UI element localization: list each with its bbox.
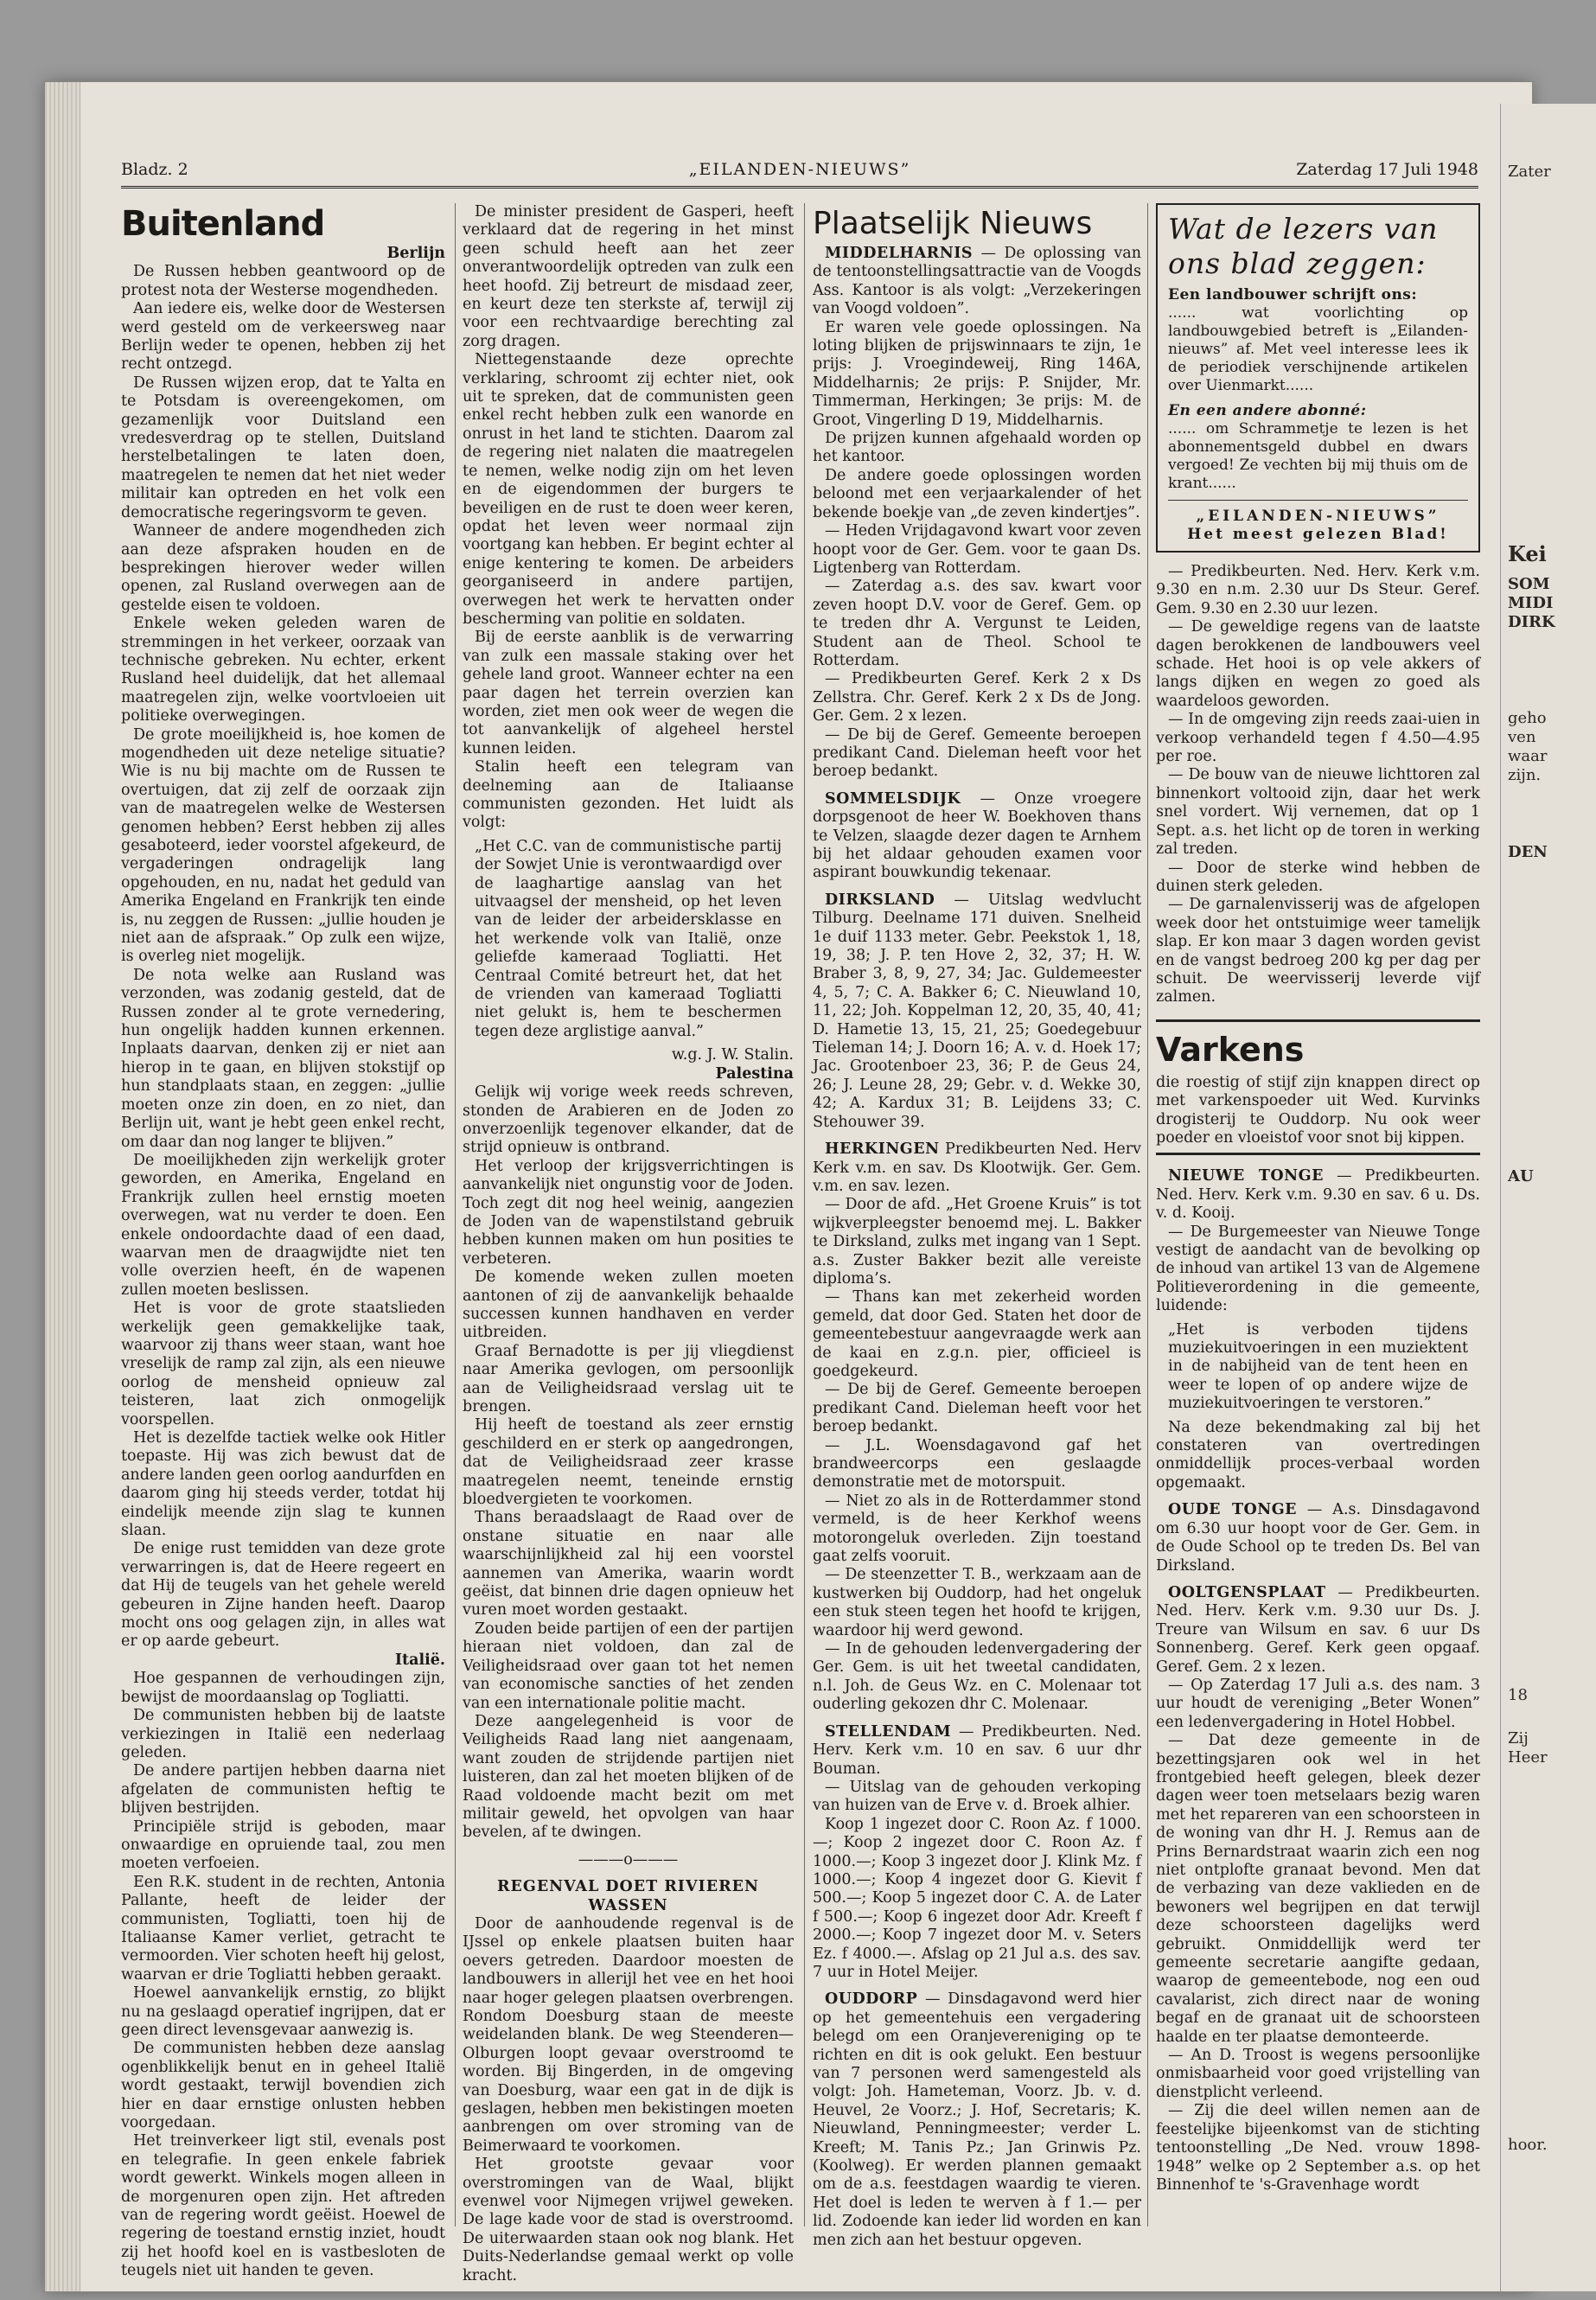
- article-paragraph: — Thans kan met zekerheid worden gemeld, dat door Ged. Staten het door de gemeentebestuur aangevraagde werk aan de kaai en z.g.n. pier, officieel is goedgekeurd.: [813, 1288, 1141, 1380]
- article-paragraph: De komende weken zullen moeten aantonen of zij de aanvankelijk behaalde successen kunnen handhaven en verder uitbreiden.: [463, 1268, 794, 1342]
- quote-heading: Een landbouwer schrijft ons:: [1168, 286, 1418, 303]
- article-paragraph: Hoewel aanvankelijk ernstig, zo blijkt nu na geslaagd operatief ingrijpen, dat er geen direct levensgevaar aanwezig is.: [121, 1984, 445, 2039]
- article-paragraph: Gelijk wij vorige week reeds schreven, stonden de Arabieren en de Joden zo onverzoenlijk tegenover elkander, dat de strijd opnieuw is ontbrand.: [463, 1083, 794, 1157]
- place-name: STELLENDAM: [825, 1722, 952, 1741]
- local-news-item: OUDE TONGE — A.s. Dinsdagavond om 6.30 uur hoopt voor de Ger. Gem. in de Oude School op te treden Ds. Bel van Dirksland.: [1156, 1501, 1480, 1575]
- article-paragraph: — De bouw van de nieuwe lichttoren zal binnenkort voltooid zijn, daar het werk snel vordert. Wij vernemen, dat op 1 Sept. a.s. het licht op de toren in werking zal treden.: [1156, 766, 1480, 859]
- reader-quote: ...... wat voorlichting op landbouwgebied betreft is „Eilanden-nieuws” af. Met veel interesse lees ik de periodiek verschijnende artikelen over Uienmarkt......: [1168, 304, 1468, 394]
- column-local-continued: [1156, 203, 1480, 2227]
- local-news-item: DIRKSLAND — Uitslag wedvlucht Tilburg. Deelname 171 duiven. Snelheid 1e duif 1133 meter. Gebr. Peekstok 1, 18, 19, 38; J. P. ten Hove 2, 32, 37; H. W. Braber 3, 8, 9, 27, 34; Jac. Guldemeester 4, 5, 7; C. A. Bakker 6; C. Nieuwland 10, 11, 22; Joh. Koppelman 12, 20, 35, 40, 41; D. Hametie 13, 15, 21, 25; Goedegebuur Tieleman 14; J. Doorn 16; A. v. d. Hoek 17; Jac. Grootenboer 23, 36; P. de Geus 24, 26; J. Leune 28, 29; Gebr. v. d. Wekke 30, 42; A. Kardux 31; B. Leijdens 33; C. Stehouwer 39.: [813, 891, 1141, 1131]
- page-header: [121, 160, 1478, 188]
- section-title-buitenland: Buitenland: [121, 204, 325, 244]
- article-paragraph: Koop 1 ingezet door C. Roon Az. f 1000.—; Koop 2 ingezet door C. Roon Az. f 1000.—; Koop 3 ingezet door J. Klink Mz. f 1000.—; Koop 4 ingezet door G. Kievit f 500.—; Koop 5 ingezet door C. A. de Later f 500.—; Koop 6 ingezet door Adr. Kreeft f 2000.—; Koop 7 ingezet door M. v. Seters Ez. f 4000.—. Afslag op 21 Jul a.s. des sav. 7 uur in Hotel Meijer.: [813, 1815, 1141, 1981]
- ad-headline: Varkens: [1156, 1030, 1305, 1069]
- article-paragraph: Het is voor de grote staatslieden werkelijk geen gemakkelijke taak, waarvoor zij thans weer staan, want hoe vreselijk de ramp zal zijn, als een nieuwe oorlog de mensheid opnieuw zal teisteren, laat zich onmogelijk voorspellen.: [121, 1300, 445, 1428]
- page-number: Bladz. 2: [121, 160, 188, 179]
- issue-date: Zaterdag 17 Juli 1948: [1296, 160, 1478, 179]
- article-paragraph: Door de aanhoudende regenval is de IJssel op enkele plaatsen buiten haar oevers getreden. Daardoor moesten de landbouwers in allerijl het vee en het hooi naar hoger gelegen plaatsen overbrengen. Rondom Doesburg staan de meeste weidelanden blank. De weg Steenderen—Olburgen loopt gevaar overstroomd te worden. Bij Bingerden, in de omgeving van Doesburg, waar een gat in de dijk is geslagen, hebben men bekistingen moeten aanbrengen om over stroming van de Beimerwaard te voorkomen.: [463, 1914, 794, 2155]
- article-paragraph: — Predikbeurten Geref. Kerk 2 x Ds Zellstra. Chr. Geref. Kerk 2 x Ds de Jong. Ger. Gem. 2 x lezen.: [813, 670, 1141, 725]
- adjacent-fragment: geho: [1508, 709, 1547, 727]
- adjacent-fragment: MIDI: [1508, 594, 1554, 612]
- adjacent-header: Zater: [1508, 163, 1551, 181]
- place-name: DIRKSLAND: [825, 891, 935, 909]
- article-paragraph: — In de omgeving zijn reeds zaai-uien in verkoop verhandeld tegen f 4.50—4.95 per roe.: [1156, 711, 1480, 766]
- article-paragraph: — J.L. Woensdagavond gaf het brandweercorps een geslaagde demonstratie met de motorspuit.: [813, 1436, 1141, 1492]
- article-paragraph: De Russen hebben geantwoord op de protest nota der Westerse mogendheden.: [121, 263, 445, 299]
- ad-body: die roestig of stijf zijn knappen direct op met varkenspoeder uit Wed. Kurvinks drogisterij te Ouddorp. Nu ook weer poeder en vloeistof voor snot bij kippen.: [1156, 1073, 1480, 1147]
- signature-line: w.g. J. W. Stalin.: [671, 1046, 794, 1064]
- box-title: ons blad zeggen:: [1168, 246, 1427, 280]
- reader-quote: ...... om Schrammetje te lezen is het abonnementsgeld dubbel en dwars vergoed! Ze vechten bij mij thuis om de krant......: [1168, 420, 1468, 492]
- article-paragraph: — Dat deze gemeente in de bezettingsjaren ook wel in het frontgebied heeft gelegen, bleek dezer dagen weer toen metselaars bezig waren met het repareren van een schoorsteen in de woning van dhr H. J. Remus aan de Prins Bernardstraat waarin zich een nog niet ontplofte granaat bevond. Men dat de verbazing van deze vaklieden en de bewoners wel begrijpen en dat terwijl deze schoorsteen dagelijks werd gebruikt. Onmiddellijk werd ter gemeente secretarie aangifte gedaan, waarop de gemeentebode, nog een oud cavalarist, zich direct naar de woning begaf en de granaat uit de schoorsteen haalde en ter plaatse demonteerde.: [1156, 1732, 1480, 2046]
- article-paragraph: Hoe gespannen de verhoudingen zijn, bewijst de moordaanslag op Togliatti.: [121, 1670, 445, 1706]
- column-divider: [1147, 203, 1148, 2227]
- column-divider: [455, 203, 456, 2227]
- article-paragraph: — Zij die deel willen nemen aan de feestelijke bijeenkomst van de stichting tentoonstelling „De Ned. vrouw 1898-1948” welke op 2 September a.s. op het Binnenhof te 's-Gravenhage wordt: [1156, 2102, 1480, 2194]
- adjacent-fragment: zijn.: [1508, 766, 1542, 784]
- local-news-item: STELLENDAM — Predikbeurten. Ned. Herv. Kerk v.m. 10 en sav. 6 uur dhr Bouman.: [813, 1722, 1141, 1778]
- column-buitenland: [121, 203, 445, 2280]
- subheading-regenval: REGENVAL DOET RIVIEREN WASSEN: [497, 1878, 759, 1914]
- article-paragraph: De andere goede oplossingen worden beloond met een verjaarkalender of het bekende boekje van „de zeven kindertjes”.: [813, 466, 1141, 521]
- column-foreign-continued: [463, 203, 794, 2284]
- column-plaatselijk-nieuws: [813, 203, 1141, 2249]
- article-paragraph: Zouden beide partijen of een der partijen hieraan niet voldoen, dan zal de Veiligheidsraad over gaan tot het nemen van economische sancties of het zenden van een internationale politie macht.: [463, 1620, 794, 1712]
- page-edge-strip: [45, 82, 80, 2291]
- quote-heading: En een andere abonné:: [1168, 402, 1367, 419]
- article-paragraph: De Russen wijzen erop, dat te Yalta en te Potsdam is overeengekomen, om gezamenlijk voor Duitsland een vredesverdrag op te stellen, Duitsland herstelbetalingen te laten doen, maatregelen te nemen dat het niet weder militair kan optreden en het volk een democratische regeringsvorm te geven.: [121, 374, 445, 521]
- article-paragraph: — De bij de Geref. Gemeente beroepen predikant Cand. Dieleman heeft voor het beroep bedankt.: [813, 725, 1141, 781]
- section-title-plaatselijk: Plaatselijk Nieuws: [813, 206, 1093, 241]
- article-paragraph: De minister president de Gasperi, heeft verklaard dat de regering in het minst geen schuld heeft aan het zeer onverantwoordelijk optreden van zulk een heet hoofd. Zij betreurt de misdaad zeer, en keurt deze ten sterkste af, terwijl zij voor een rechtvaardige berechting zal zorg dragen.: [463, 203, 794, 350]
- adjacent-fragment: ven: [1508, 728, 1536, 746]
- ordinance-quote: „Het is verboden tijdens muziekuitvoeringen in een muziektent in de nabijheid van de tent heen en weer te lopen of op andere wijze de muziekuitvoeringen te verstoren.”: [1168, 1320, 1468, 1413]
- article-paragraph: Aan iedere eis, welke door de Westersen werd gesteld om de verkeersweg naar Berlijn weder te openen, hebben zij het recht ontzegd.: [121, 300, 445, 374]
- article-paragraph: De moeilijkheden zijn werkelijk groter geworden, en Amerika, Engeland en Frankrijk zullen heel ernstig moeten overwegen, wat nu verder te doen. Een enkele ondoordachte daad of een daad, waarvan men de draagwijdte niet ten volle overzien heeft, én de wapenen zullen moeten beslissen.: [121, 1151, 445, 1299]
- column-divider: [804, 203, 805, 2227]
- adjacent-fragment: AU: [1508, 1167, 1534, 1185]
- reader-quotes-box: [1156, 203, 1480, 553]
- place-name: OUDDORP: [825, 1990, 918, 2009]
- article-paragraph: De grote moeilijkheid is, hoe komen de mogendheden uit deze netelige situatie? Wie is nu bij machte om de Russen te overtuigen, dat zij zelf de oorzaak zijn van de maatregelen welke de Westersen genomen hebben? Eerst hebben zij alles gesaboteerd, ieder voorstel afgekeurd, de vergaderingen ondragelijk lang opgehouden, en nu, nadat het geduld van Amerika Engeland en Frankrijk ten einde is, nu zeggen de Russen: „jullie houden je niet aan de afspraak.” Op zulk een wijze, is overleg niet mogelijk.: [121, 725, 445, 966]
- article-paragraph: Een R.K. student in de rechten, Antonia Pallante, heeft de leider der communisten, Togliatti, toen hij de Italiaanse Kamer verliet, getracht te vermoorden. Vier schoten heeft hij gelost, waarvan er drie Togliatti hebben geraakt.: [121, 1873, 445, 1984]
- article-paragraph: — Uitslag van de gehouden verkoping van huizen van de Erve v. d. Broek alhier.: [813, 1778, 1141, 1815]
- adjacent-page-fragment: [1500, 104, 1596, 2291]
- local-news-item: HERKINGEN Predikbeurten Ned. Herv Kerk v.m. en sav. Ds Klootwijk. Ger. Gem. v.m. en sav. lezen.: [813, 1140, 1141, 1195]
- article-paragraph: Graaf Bernadotte is per jij vliegdienst naar Amerika gevlogen, om persoonlijk aan de Veiligheidsraad verslag uit te brengen.: [463, 1342, 794, 1415]
- article-paragraph: — De Burgemeester van Nieuwe Tonge vestigt de aandacht van de bevolking op de inhoud van artikel 13 van de Algemene Politieverordening in die gemeente, luidende:: [1156, 1223, 1481, 1315]
- place-name: HERKINGEN: [825, 1140, 940, 1159]
- article-paragraph: Deze aangelegenheid is voor de Veiligheids Raad lang niet aangenaam, want zouden de strijdende partijen niet luisteren, dan zal het moeten blijken of de Raad voldoende macht bezit om met militair geweld, het opvolgen van haar bevelen, af te dwingen.: [463, 1712, 794, 1842]
- place-name: NIEUWE TONGE: [1168, 1167, 1324, 1185]
- article-paragraph: Wanneer de andere mogendheden zich aan deze afspraken houden en de besprekingen hierover weder willen openen, zal Rusland overwegen aan de gestelde eisen te voldoen.: [121, 522, 445, 614]
- article-paragraph: — De garnalenvisserij was de afgelopen week door het ontstuimige weer tamelijk slap. Er kon maar 3 dagen worden gevist en de vangst bedroeg 200 kg per dag per schuit. De weervisserij leverde vijf zalmen.: [1156, 896, 1480, 1006]
- article-paragraph: De nota welke aan Rusland was verzonden, was zodanig gesteld, dat de Russen zonder al te grote vernedering, hun ongelijk hadden kunnen erkennen. Inplaats daarvan, denken zij er niet aan hierop in te gaan, en blijven stokstijf op hun standplaats staan, en zeggen: „jullie moeten onze zin doen, en zo niet, dan Berlijn uit, want je hebt geen enkel recht, om daar dan nog langer te blijven.”: [121, 966, 445, 1151]
- article-paragraph: — Predikbeurten. Ned. Herv. Kerk v.m. 9.30 en n.m. 2.30 uur Ds Steur. Geref. Gem. 9.30 en 2.30 uur lezen.: [1156, 563, 1480, 617]
- dateline-palestina: Palestina: [715, 1064, 794, 1083]
- adjacent-fragment: DEN: [1508, 843, 1548, 861]
- local-news-item: OUDDORP — Dinsdagavond werd hier op het gemeentehuis een vergadering belegd om een Oranjevereniging op te richten en dit is ook gelukt. Een bestuur van 7 personen werd samengesteld als volgt: Joh. Hameteman, Voorz. Jb. v. d. Heuvel, 2e Voorz.; J. Hof, Secretaris; K. Nieuwland, Penningmeester; verder L. Kreeft; M. Tanis Pz.; Jan Grinwis Pz. (Koolweg). Er werden plannen gemaakt om de a.s. feestdagen waardig te vieren. Het doel is leden te werven à f 1.— per lid. Zodoende kan ieder lid worden en kan men zich aan het bestuur opgeven.: [813, 1990, 1141, 2249]
- article-paragraph: — Zaterdag a.s. des sav. kwart voor zeven hoopt D.V. voor de Geref. Gem. op te treden dhr A. Vergunst te Leiden, Student aan de Theol. School te Rotterdam.: [813, 578, 1141, 669]
- article-paragraph: — Door de sterke wind hebben de duinen sterk geleden.: [1156, 859, 1480, 895]
- local-news-item: NIEUWE TONGE — Predikbeurten. Ned. Herv. Kerk v.m. 9.30 en sav. 6 u. Ds. v. d. Kooij.: [1156, 1167, 1480, 1223]
- box-title: Wat de lezers van: [1168, 212, 1439, 246]
- adjacent-fragment: waar: [1508, 747, 1548, 765]
- place-name: MIDDELHARNIS: [825, 245, 974, 262]
- article-paragraph: De enige rust temidden van deze grote verwarringen is, dat de Heere regeert en dat Hij de teugels van het gehele wereld gebeuren in Zijne handen heeft. Daarop mocht ons oog gelagen zijn, in alles wat er op aarde gebeurt.: [121, 1540, 445, 1651]
- article-paragraph: Het is dezelfde tactiek welke ook Hitler toepaste. Hij was zich bewust dat de andere landen geen oorlog aandurfden en daarom ging hij steeds verder, totdat hij eindelijk meende zijn slag te kunnen slaan.: [121, 1429, 445, 1540]
- article-paragraph: — De steenzetter T. B., werkzaam aan de kustwerken bij Ouddorp, had het ongeluk een stuk steen tegen het hoofd te krijgen, waardoor hij werd gewond.: [813, 1566, 1141, 1639]
- article-paragraph: — Heden Vrijdagavond kwart voor zeven hoopt voor de Ger. Gem. voor te gaan Ds. Ligtenberg van Rotterdam.: [813, 522, 1141, 577]
- article-paragraph: — An D. Troost is wegens persoonlijke onmisbaarheid voor goed vrijstelling van dienstplicht verleend.: [1156, 2047, 1480, 2101]
- article-paragraph: Stalin heeft een telegram van deelneming aan de Italiaanse communisten gezonden. Het luidt als volgt:: [463, 758, 794, 832]
- article-paragraph: — Niet zo als in de Rotterdammer stond vermeld, is de heer Kerkhof weens motorongeluk overleden. Zijn toestand gaat zelfs vooruit.: [813, 1492, 1141, 1566]
- local-news-item: SOMMELSDIJK — Onze vroegere dorpsgenoot de heer W. Boekhoven thans te Velzen, slaagde dezer dagen te Arnhem bij het aldaar gehouden examen voor aspirant bouwkundig tekenaar.: [813, 789, 1141, 882]
- article-paragraph: Bij de eerste aanblik is de verwarring van zulk een massale staking over het gehele land groot. Wanneer echter na een paar dagen het terrein overzien kan worden, ziet men ook weer de wegen die tot aanvankelijk of algeheel herstel kunnen leiden.: [463, 629, 794, 757]
- local-news-item: MIDDELHARNIS — De oplossing van de tentoonstellingsattractie van de Voogds Ass. Kantoor is als volgt: „Verzekeringen van Voogd voldoen”.: [813, 245, 1141, 318]
- article-paragraph: Niettegenstaande deze oprechte verklaring, schroomt zij echter niet, ook uit te spreken, dat de communisten geen enkel recht hebben zulk een wanorde en onrust in het land te stichten. Daarom zal de regering niet nalaten die maatregelen te nemen, welke nodig zijn om het leven en de eigendommen der burgers te beveiligen en de rust te doen weer keren, opdat het leven weer normaal zijn voortgang kan hebben. Er begint echter al enige kentering te komen. De arbeiders georganiseerd in andere partijen, overwegen het werk te hervatten onder bescherming van politie en soldaten.: [463, 351, 794, 628]
- article-paragraph: — Door de afd. „Het Groene Kruis” is tot wijkverpleegster benoemd mej. L. Bakker te Dirksland, zulks met ingang van 1 Sept. a.s. Zuster Bakker bezit alle vereiste diploma’s.: [813, 1196, 1141, 1287]
- article-paragraph: Het treinverkeer ligt stil, evenals post en telegrafie. In geen enkele fabriek wordt gewerkt. Winkels mogen alleen in de morgenuren open zijn. Het aftreden van de regering wordt geëist. Hoewel de regering de toestand ernstig inziet, houdt zij het hoofd koel en is vastbesloten de teugels niet uit handen te geven.: [121, 2132, 445, 2280]
- article-paragraph: Thans beraadslaagt de Raad over de onstane situatie en naar alle waarschijnlijkheid zal hij een voorstel aannemen van Amerika, waarin wordt geëist, dat binnen drie dagen opnieuw het vuren moet worden gestaakt.: [463, 1509, 794, 1620]
- place-name: OUDE TONGE: [1168, 1501, 1297, 1519]
- article-paragraph: Hij heeft de toestand als zeer ernstig geschilderd en er sterk op aangedrongen, dat de Veiligheidsraad zeer krasse maatregelen neemt, teneinde ernstig bloedvergieten te voorkomen.: [463, 1416, 794, 1509]
- article-paragraph: — Op Zaterdag 17 Juli a.s. des nam. 3 uur houdt de vereniging „Beter Wonen” een ledenvergadering in Hotel Hobbel.: [1156, 1676, 1480, 1731]
- article-paragraph: De communisten hebben bij de laatste verkiezingen in Italië een nederlaag geleden.: [121, 1707, 445, 1761]
- article-paragraph: Na deze bekendmaking zal bij het constateren van overtredingen onmiddellijk proces-verbaal worden opgemaakt.: [1156, 1418, 1480, 1492]
- box-separator: [1168, 500, 1468, 501]
- article-paragraph: De andere partijen hebben daarna niet afgelaten de communisten heftig te blijven bestrijden.: [121, 1762, 445, 1818]
- article-paragraph: — In de gehouden ledenvergadering der Ger. Gem. is uit het tweetal candidaten, n.l. Joh. de Geus Wz. en C. Molenaar tot ouderling gekozen dhr C. Molenaar.: [813, 1640, 1141, 1714]
- article-paragraph: Het verloop der krijgsverrichtingen is aanvankelijk niet ongunstig voor de Joden. Toch zegt dit nog heel weinig, aangezien de Joden van de wapenstilstand gebruik hebben kunnen maken om hun posities te verbeteren.: [463, 1157, 794, 1268]
- adjacent-fragment: Heer: [1508, 1748, 1548, 1767]
- local-news-item: OOLTGENSPLAAT — Predikbeurten. Ned. Herv. Kerk v.m. 9.30 uur Ds. J. Treure van Wilsum en sav. 6 uur Ds Sonnenberg. Geref. Kerk geen opgaaf. Geref. Gem. 2 x lezen.: [1156, 1583, 1480, 1676]
- section-divider: ———o———: [578, 1850, 679, 1869]
- article-paragraph: Enkele weken geleden waren de stremmingen in het verkeer, oorzaak van technische gebreken. Nu echter, erkent Rusland heel duidelijk, dat het allemaal maatregelen zijn, welke voortvloeien uit politieke overwegingen.: [121, 615, 445, 725]
- box-brand: „EILANDEN-NIEUWS”: [1196, 508, 1440, 525]
- article-paragraph: — De geweldige regens van de laatste dagen berokkenen de landbouwers veel schade. Het hooi is op vele akkers of langs dijken en wegen zo goed als waardeloos geworden.: [1156, 618, 1480, 710]
- newspaper-name: „EILANDEN-NIEUWS”: [688, 160, 911, 179]
- article-paragraph: Principiële strijd is geboden, maar onwaardige en opruiende taal, zou men moeten verfoeien.: [121, 1818, 445, 1873]
- box-slogan: Het meest gelezen Blad!: [1187, 526, 1449, 543]
- adjacent-fragment: DIRK: [1508, 613, 1555, 631]
- place-name: SOMMELSDIJK: [825, 789, 961, 808]
- varkens-advertisement: [1156, 1019, 1480, 1156]
- article-paragraph: De communisten hebben deze aanslag ogenblikkelijk benut en in geheel Italië wordt gestaakt, terwijl bovendien zich hier en daar ernstige onlusten hebben voorgedaan.: [121, 2040, 445, 2132]
- dateline-italie: Italië.: [394, 1651, 445, 1669]
- newspaper-page: [45, 82, 1532, 2291]
- adjacent-fragment: Kei: [1508, 541, 1547, 566]
- adjacent-fragment: hoor.: [1508, 2136, 1548, 2154]
- adjacent-fragment: 18: [1508, 1686, 1528, 1704]
- article-paragraph: De prijzen kunnen afgehaald worden op het kantoor.: [813, 430, 1141, 466]
- place-name: OOLTGENSPLAAT: [1168, 1583, 1326, 1601]
- adjacent-fragment: SOM: [1508, 575, 1550, 593]
- article-paragraph: Het grootste gevaar voor overstromingen van de Waal, blijkt evenwel voor Nijmegen vrijwel geweken. De lage kade voor de stad is overstroomd. De uiterwaarden staan ook nog blank. Het Duits-Nederlandse gemaal werkt op volle kracht.: [463, 2156, 794, 2284]
- article-paragraph: Er waren vele goede oplossingen. Na loting blijken de prijswinnaars te zijn, 1e prijs: J. Vroegindeweij, Ring 146A, Middelharnis; 2e prijs: P. Snijder, Mr. Timmerman, Herkingen; 3e prijs: M. de Groot, Vingerling D 19, Middelharnis.: [813, 318, 1141, 429]
- adjacent-fragment: Zij: [1508, 1729, 1529, 1747]
- article-paragraph: — De bij de Geref. Gemeente beroepen predikant Cand. Dieleman heeft voor het beroep bedankt.: [813, 1381, 1141, 1436]
- stalin-telegram-quote: „Het C.C. van de communistische partij der Sowjet Unie is verontwaardigd over de laaghartige aanslag van het uitvaagsel der mensheid, op het leven van de leider der arbeidersklasse en het werkende volk van Italië, onze geliefde kameraad Togliatti. Het Centraal Comité betreurt het, dat het de vrienden van kameraad Togliatti niet gelukt is, hem te beschermen tegen deze arglistige aanval.”: [475, 837, 782, 1040]
- dateline-berlijn: Berlijn: [386, 245, 445, 262]
